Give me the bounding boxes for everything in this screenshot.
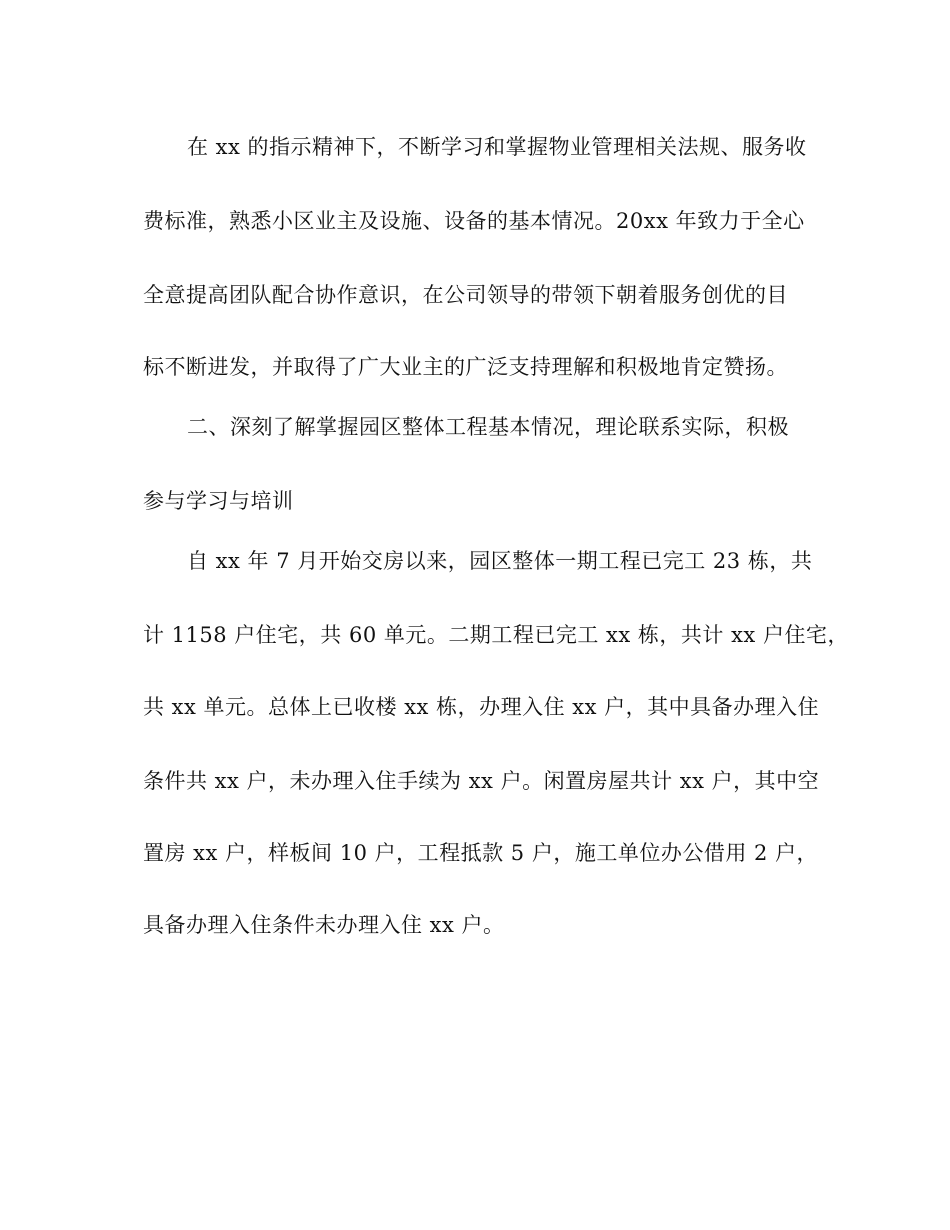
paragraph-2-line-2: 计 1158 户住宅，共 60 单元。二期工程已完工 xx 栋，共计 xx 户住宅， (143, 623, 849, 647)
paragraph-2-line-3: 共 xx 单元。总体上已收楼 xx 栋，办理入住 xx 户，其中具备办理入住 (143, 695, 820, 719)
section-heading-line-2: 参与学习与培训 (143, 489, 294, 513)
paragraph-2-line-5: 置房 xx 户，样板间 10 户，工程抵款 5 户，施工单位办公借用 2 户， (143, 841, 819, 865)
paragraph-1-line-1: 在 xx 的指示精神下，不断学习和掌握物业管理相关法规、服务收 (187, 135, 807, 159)
paragraph-1-line-3: 全意提高团队配合协作意识，在公司领导的带领下朝着服务创优的目 (143, 283, 788, 307)
paragraph-1-line-4: 标不断进发，并取得了广大业主的广泛支持理解和积极地肯定赞扬。 (143, 355, 788, 379)
paragraph-2-line-1: 自 xx 年 7 月开始交房以来，园区整体一期工程已完工 23 栋，共 (187, 549, 813, 573)
paragraph-2-line-4: 条件共 xx 户，未办理入住手续为 xx 户。闲置房屋共计 xx 户，其中空 (143, 769, 820, 793)
paragraph-2-line-6: 具备办理入住条件未办理入住 xx 户。 (143, 913, 505, 937)
section-heading-line-1: 二、深刻了解掌握园区整体工程基本情况，理论联系实际，积极 (187, 415, 789, 439)
paragraph-1-line-2: 费标准，熟悉小区业主及设施、设备的基本情况。20xx 年致力于全心 (143, 209, 805, 233)
